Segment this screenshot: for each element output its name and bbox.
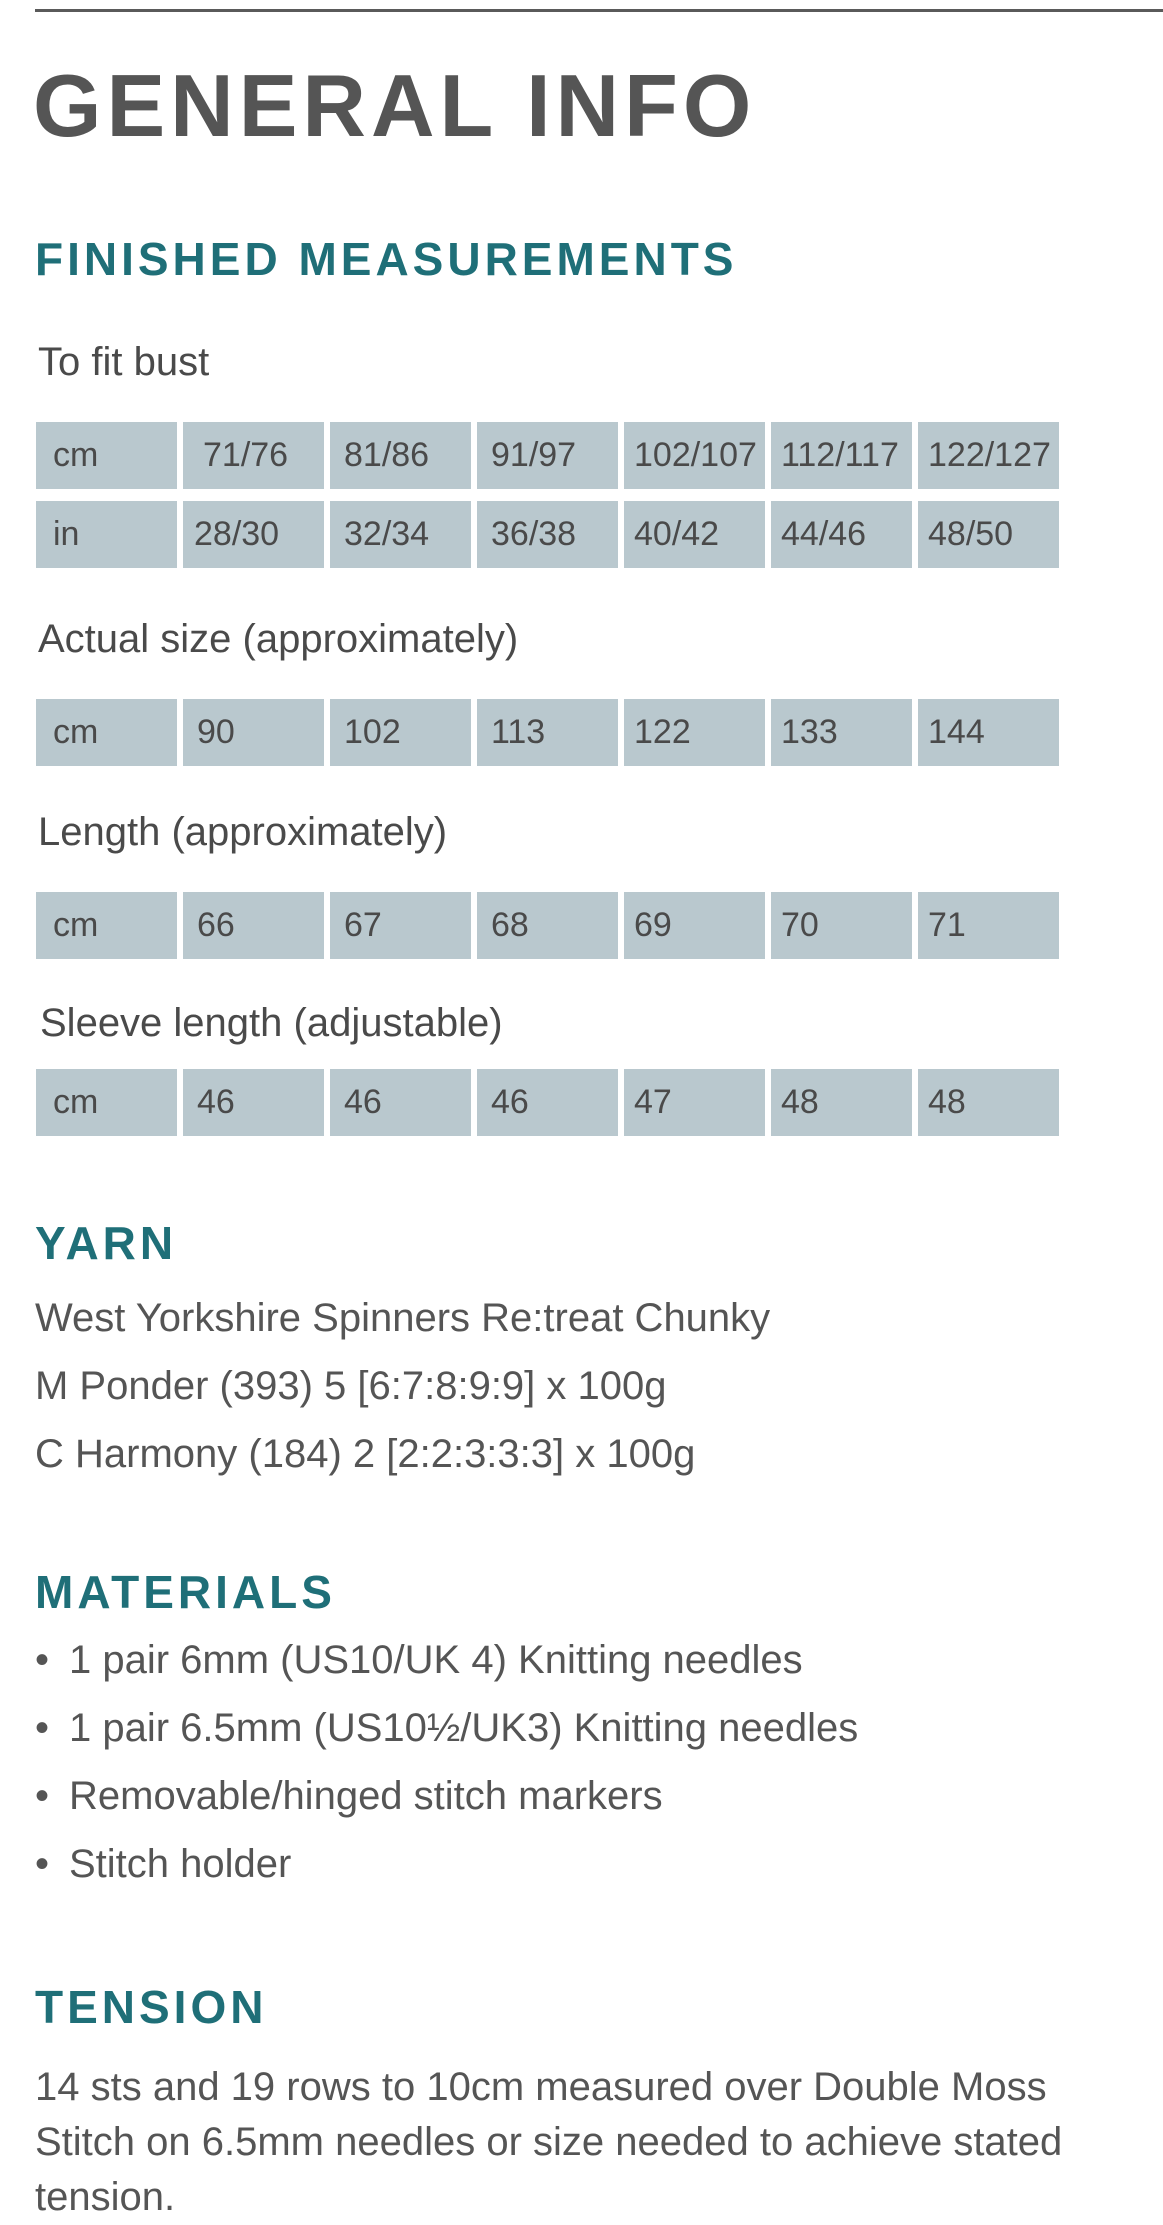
table-row — [36, 699, 1059, 766]
list-item — [35, 1708, 858, 1776]
page-title: GENERAL INFO — [33, 56, 757, 155]
list-item — [35, 1640, 858, 1708]
size-cell: 46 — [183, 1069, 324, 1136]
size-cell: 90 — [183, 699, 324, 766]
to-fit-bust-table — [30, 410, 1065, 580]
size-cell: 122 — [624, 699, 765, 766]
to-fit-bust-label: To fit bust — [38, 340, 210, 384]
unit-cell: cm — [36, 422, 177, 489]
list-item-text: Removable/hinged stitch markers — [69, 1774, 663, 1818]
size-cell: 66 — [183, 892, 324, 959]
size-cell: 112/117 — [771, 422, 912, 489]
size-cell: 68 — [477, 892, 618, 959]
size-cell: 36/38 — [477, 501, 618, 568]
unit-cell: cm — [36, 1069, 177, 1136]
list-item — [35, 1844, 858, 1912]
bullet-icon: • — [35, 1638, 50, 1682]
yarn-line: C Harmony (184) 2 [2:2:3:3:3] x 100g — [35, 1432, 696, 1476]
size-cell: 102 — [330, 699, 471, 766]
size-cell: 40/42 — [624, 501, 765, 568]
size-cell: 144 — [918, 699, 1059, 766]
table-row — [36, 501, 1059, 568]
size-cell: 32/34 — [330, 501, 471, 568]
length-label: Length (approximately) — [38, 810, 448, 854]
size-cell: 28/30 — [183, 501, 324, 568]
size-cell: 91/97 — [477, 422, 618, 489]
materials-heading: MATERIALS — [35, 1566, 336, 1618]
actual-size-label: Actual size (approximately) — [38, 617, 519, 661]
size-cell: 102/107 — [624, 422, 765, 489]
sleeve-length-table — [30, 1057, 1065, 1148]
size-cell: 47 — [624, 1069, 765, 1136]
size-cell: 122/127 — [918, 422, 1059, 489]
bullet-icon: • — [35, 1842, 50, 1886]
size-cell: 133 — [771, 699, 912, 766]
bullet-icon: • — [35, 1706, 50, 1750]
list-item-text: 1 pair 6.5mm (US10½/UK3) Knitting needles — [69, 1706, 859, 1750]
size-cell: 71/76 — [183, 422, 324, 489]
table-row — [36, 422, 1059, 489]
top-rule — [35, 9, 1163, 12]
size-cell: 113 — [477, 699, 618, 766]
materials-list — [35, 1640, 858, 1912]
table-row — [36, 892, 1059, 959]
yarn-line: West Yorkshire Spinners Re:treat Chunky — [35, 1296, 771, 1340]
list-item-text: 1 pair 6mm (US10/UK 4) Knitting needles — [69, 1638, 803, 1682]
sleeve-length-label: Sleeve length (adjustable) — [40, 1001, 503, 1045]
size-cell: 48/50 — [918, 501, 1059, 568]
yarn-heading: YARN — [35, 1217, 178, 1269]
size-cell: 46 — [330, 1069, 471, 1136]
size-cell: 46 — [477, 1069, 618, 1136]
bullet-icon: • — [35, 1774, 50, 1818]
size-cell: 69 — [624, 892, 765, 959]
size-cell: 48 — [918, 1069, 1059, 1136]
list-item — [35, 1776, 858, 1844]
size-cell: 70 — [771, 892, 912, 959]
table-row — [36, 1069, 1059, 1136]
size-cell: 71 — [918, 892, 1059, 959]
unit-cell: in — [36, 501, 177, 568]
unit-cell: cm — [36, 892, 177, 959]
size-cell: 81/86 — [330, 422, 471, 489]
list-item-text: Stitch holder — [69, 1842, 292, 1886]
tension-text: 14 sts and 19 rows to 10cm measured over Double Moss Stitch on 6.5mm needles or size needed to achieve stated tension. — [35, 2065, 1063, 2219]
tension-heading: TENSION — [35, 1981, 268, 2033]
actual-size-table — [30, 687, 1065, 778]
size-cell: 48 — [771, 1069, 912, 1136]
finished-measurements-heading: FINISHED MEASUREMENTS — [35, 233, 738, 285]
unit-cell: cm — [36, 699, 177, 766]
size-cell: 44/46 — [771, 501, 912, 568]
size-cell: 67 — [330, 892, 471, 959]
yarn-line: M Ponder (393) 5 [6:7:8:9:9] x 100g — [35, 1364, 667, 1408]
length-table — [30, 880, 1065, 971]
